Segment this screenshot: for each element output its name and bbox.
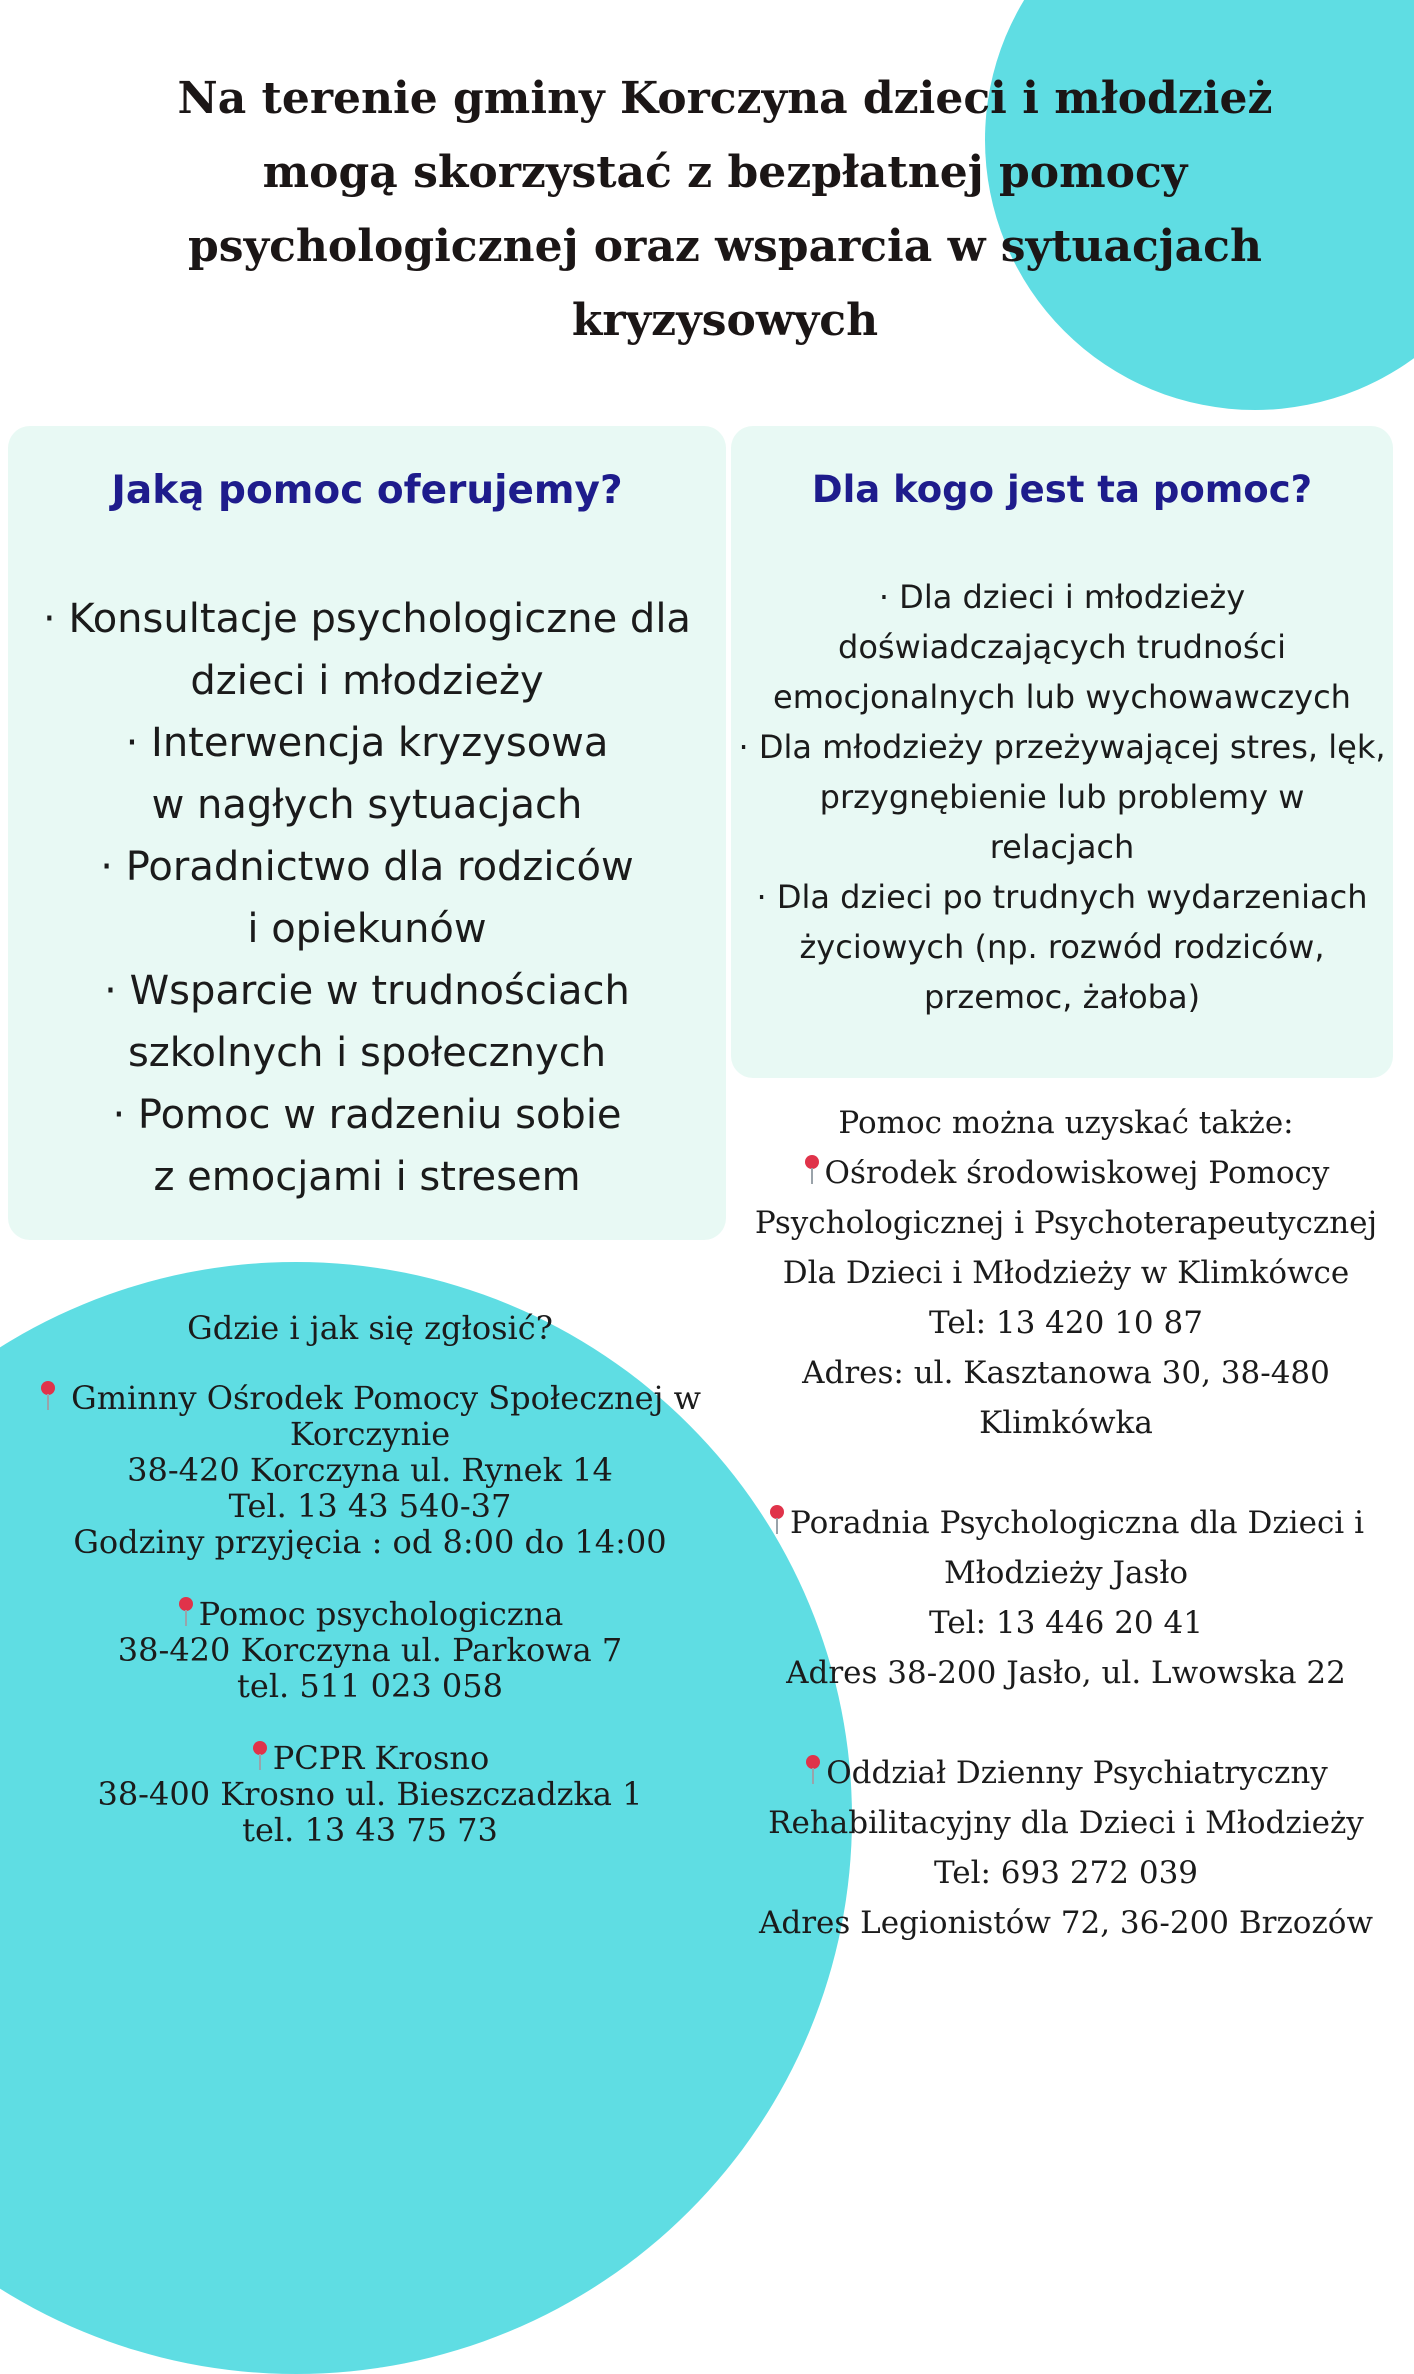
brzozow-address: Adres Legionistów 72, 36-200 Brzozów bbox=[758, 1905, 1374, 1941]
audience-item bbox=[731, 872, 1393, 1022]
klimkowka-name-text: Ośrodek środowiskowej Pomocy bbox=[824, 1155, 1330, 1191]
pcpr-block bbox=[10, 1740, 730, 1848]
klimkowka-name-line2: Psychologicznej i Psychoterapeutycznej bbox=[754, 1205, 1378, 1241]
klimkowka-name-line1 bbox=[731, 1148, 1401, 1198]
where-title bbox=[10, 1310, 730, 1346]
audience-item-line: doświadczających trudności bbox=[838, 628, 1286, 666]
pcpr-phone: tel. 13 43 75 73 bbox=[242, 1811, 498, 1849]
offer-item-line: · Pomoc w radzeniu sobie bbox=[112, 1092, 622, 1138]
jaslo-name-text: Poradnia Psychologiczna dla Dzieci i bbox=[790, 1505, 1364, 1541]
klimkowka-address-line2: Klimkówka bbox=[979, 1405, 1153, 1441]
psych-block bbox=[10, 1596, 730, 1704]
audience-card bbox=[731, 426, 1393, 1078]
jaslo-phone: Tel: 13 446 20 41 bbox=[929, 1605, 1203, 1641]
headline-line: kryzysowych bbox=[571, 295, 879, 346]
offer-item-line: dzieci i młodzieży bbox=[190, 658, 544, 704]
jaslo-name-line2: Młodzieży Jasło bbox=[943, 1555, 1189, 1591]
gops-name-text: Gminny Ośrodek Pomocy Społecznej w bbox=[71, 1379, 702, 1417]
klimkowka-name-line3: Dla Dzieci i Młodzieży w Klimkówce bbox=[782, 1255, 1350, 1291]
offer-card bbox=[8, 426, 726, 1240]
audience-item bbox=[731, 722, 1393, 872]
gops-name-line2: Korczynie bbox=[289, 1415, 451, 1453]
psych-name bbox=[10, 1596, 730, 1632]
jaslo-address: Adres 38-200 Jasło, ul. Lwowska 22 bbox=[786, 1655, 1346, 1691]
audience-item-line: przemoc, żałoba) bbox=[923, 978, 1201, 1016]
additional-help-section bbox=[731, 1098, 1401, 1948]
offer-title: Jaką pomoc oferujemy? bbox=[111, 468, 623, 513]
gops-address: 38-420 Korczyna ul. Rynek 14 bbox=[127, 1451, 613, 1489]
offer-item-line: szkolnych i społecznych bbox=[127, 1030, 607, 1076]
offer-item-line: i opiekunów bbox=[247, 906, 487, 952]
audience-item-line: życiowych (np. rozwód rodziców, bbox=[799, 928, 1325, 966]
pcpr-name bbox=[10, 1740, 730, 1776]
gops-name-line1 bbox=[10, 1380, 730, 1416]
offer-item-line: · Interwencja kryzysowa bbox=[125, 720, 609, 766]
map-pin-icon bbox=[768, 1505, 786, 1535]
psych-name-text: Pomoc psychologiczna bbox=[198, 1595, 564, 1633]
offer-item bbox=[8, 836, 726, 960]
audience-item-line: przygnębienie lub problemy w bbox=[819, 778, 1305, 816]
offer-item bbox=[8, 588, 726, 712]
offer-item-line: · Poradnictwo dla rodziców bbox=[100, 844, 634, 890]
gops-phone: Tel. 13 43 540-37 bbox=[228, 1487, 512, 1525]
gops-hours: Godziny przyjęcia : od 8:00 do 14:00 bbox=[73, 1523, 667, 1561]
map-pin-icon bbox=[251, 1741, 269, 1771]
klimkowka-address-line1: Adres: ul. Kasztanowa 30, 38-480 bbox=[802, 1355, 1330, 1391]
brzozow-name-line1 bbox=[731, 1748, 1401, 1798]
offer-item-line: z emocjami i stresem bbox=[153, 1154, 581, 1200]
brzozow-name-line2: Rehabilitacyjny dla Dzieci i Młodzieży bbox=[768, 1805, 1364, 1841]
headline-line: psychologicznej oraz wsparcia w sytuacjach bbox=[188, 221, 1262, 272]
page-headline bbox=[60, 62, 1390, 358]
offer-item bbox=[8, 712, 726, 836]
brzozow-name-text: Oddział Dzienny Psychiatryczny bbox=[826, 1755, 1328, 1791]
offer-item-line: · Konsultacje psychologiczne dla bbox=[43, 596, 691, 642]
jaslo-name-line1 bbox=[731, 1498, 1401, 1548]
map-pin-icon bbox=[177, 1597, 195, 1627]
offer-item-line: w nagłych sytuacjach bbox=[151, 782, 583, 828]
audience-list bbox=[731, 572, 1393, 1022]
pcpr-name-text: PCPR Krosno bbox=[272, 1739, 490, 1777]
psych-phone: tel. 511 023 058 bbox=[237, 1667, 503, 1705]
where-title-text: Gdzie i jak się zgłosić? bbox=[187, 1309, 553, 1347]
gops-block bbox=[10, 1380, 730, 1560]
map-pin-icon bbox=[804, 1755, 822, 1785]
klimkowka-phone: Tel: 13 420 10 87 bbox=[929, 1305, 1203, 1341]
audience-title: Dla kogo jest ta pomoc? bbox=[811, 468, 1313, 511]
offer-item bbox=[8, 1084, 726, 1208]
headline-line: mogą skorzystać z bezpłatnej pomocy bbox=[262, 147, 1188, 198]
spacer bbox=[731, 1698, 1401, 1748]
additional-help-intro: Pomoc można uzyskać także: bbox=[838, 1105, 1294, 1141]
spacer bbox=[731, 1448, 1401, 1498]
audience-item-line: · Dla dzieci i młodzieży bbox=[878, 578, 1246, 616]
map-pin-icon bbox=[803, 1155, 821, 1185]
audience-item bbox=[731, 572, 1393, 722]
brzozow-phone: Tel: 693 272 039 bbox=[933, 1855, 1199, 1891]
pcpr-address: 38-400 Krosno ul. Bieszczadzka 1 bbox=[97, 1775, 643, 1813]
audience-item-line: · Dla dzieci po trudnych wydarzeniach bbox=[756, 878, 1368, 916]
offer-item bbox=[8, 960, 726, 1084]
headline-line: Na terenie gminy Korczyna dzieci i młodzież bbox=[177, 73, 1273, 124]
offer-list bbox=[8, 588, 726, 1208]
audience-item-line: relacjach bbox=[989, 828, 1135, 866]
where-section bbox=[10, 1310, 730, 1884]
offer-item-line: · Wsparcie w trudnościach bbox=[104, 968, 630, 1014]
map-pin-icon bbox=[39, 1381, 57, 1411]
psych-address: 38-420 Korczyna ul. Parkowa 7 bbox=[117, 1631, 623, 1669]
audience-item-line: · Dla młodzieży przeżywającej stres, lęk, bbox=[738, 728, 1386, 766]
audience-item-line: emocjonalnych lub wychowawczych bbox=[773, 678, 1351, 716]
